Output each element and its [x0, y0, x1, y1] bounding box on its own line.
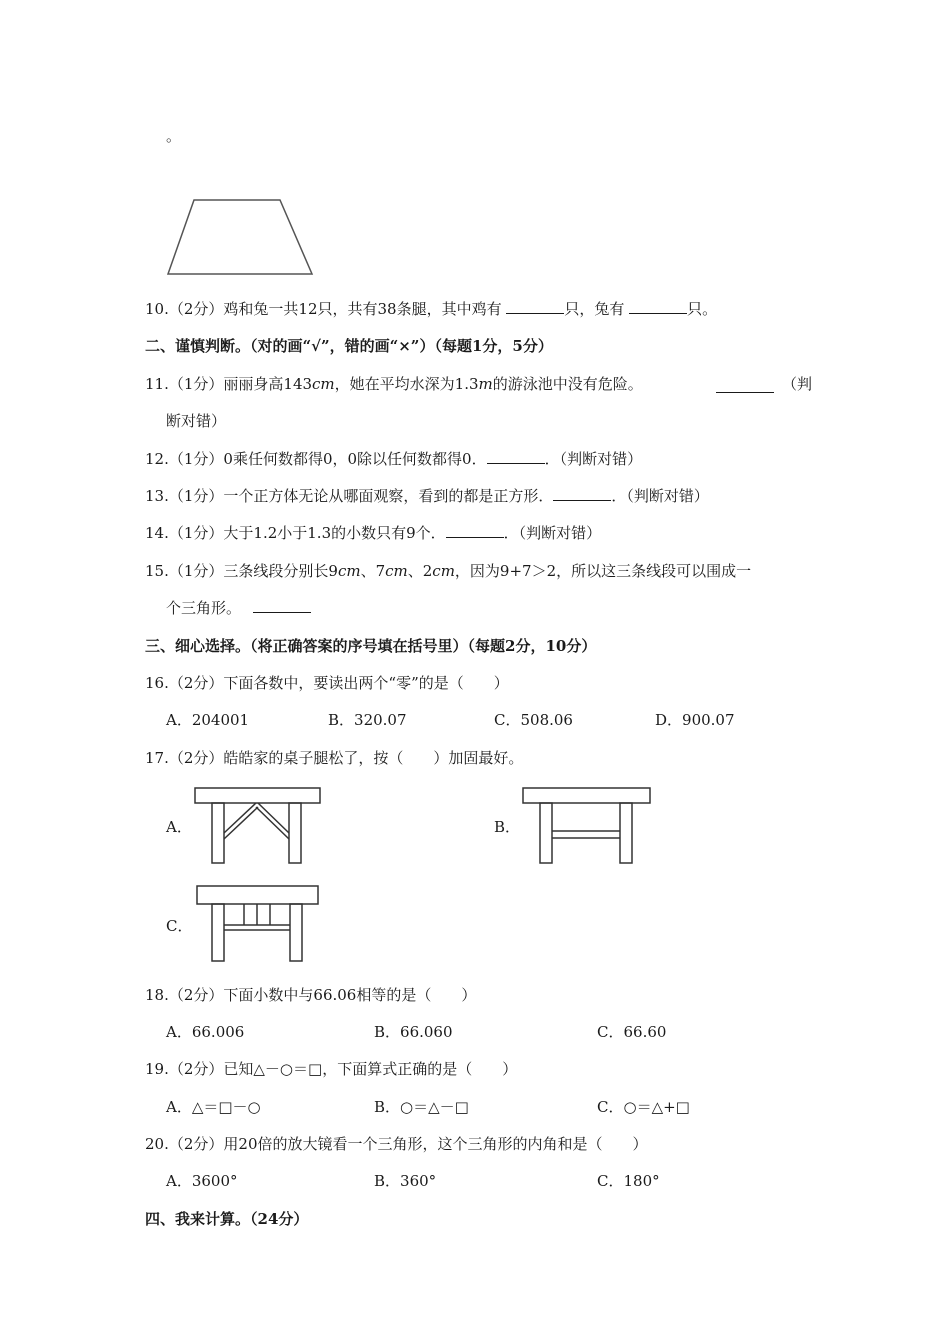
- q20-option-b[interactable]: B．360°: [374, 1172, 437, 1190]
- q15-line2-text: 个三角形。: [166, 599, 242, 617]
- q15-text-a: 15.（1分）三条线段分别长9: [145, 562, 338, 580]
- q15-sep-2: 、2: [407, 562, 433, 580]
- question-19: 19.（2分）已知△－○＝□，下面算式正确的是（ ）: [145, 1060, 518, 1078]
- q17-option-b[interactable]: B．: [494, 818, 521, 836]
- q19-option-c[interactable]: C．○＝△+□: [597, 1098, 690, 1116]
- question-11-line2: 断对错）: [166, 412, 227, 430]
- q11-unit-m: m: [478, 375, 493, 393]
- q18-option-c[interactable]: C．66.60: [597, 1023, 667, 1041]
- question-16: 16.（2分）下面各数中，要读出两个“零”的是（ ）: [145, 674, 509, 692]
- q20-option-a[interactable]: A．3600°: [166, 1172, 238, 1190]
- question-20: 20.（2分）用20倍的放大镜看一个三角形，这个三角形的内角和是（ ）: [145, 1135, 648, 1153]
- q14-text-b: ．（判断对错）: [503, 524, 602, 542]
- q15-text-b: ，因为9+7＞2，所以这三条线段可以围成一: [454, 562, 752, 580]
- q13-blank[interactable]: [553, 486, 611, 501]
- q19-option-b[interactable]: B．○＝△－□: [374, 1098, 469, 1116]
- q16-option-a[interactable]: A．204001: [166, 711, 250, 729]
- question-11-line1: [145, 374, 643, 394]
- q12-text-a: 12.（1分）0乘任何数都得0，0除以任何数都得0．: [145, 450, 487, 468]
- q15-unit-1: cm: [337, 562, 361, 580]
- q13-text-a: 13.（1分）一个正方体无论从哪面观察，看到的都是正方形．: [145, 487, 554, 505]
- q12-text-b: ．（判断对错）: [544, 450, 643, 468]
- question-17: 17.（2分）皓皓家的桌子腿松了，按（ ）加固最好。: [145, 749, 524, 767]
- q15-unit-2: cm: [385, 562, 408, 580]
- q14-blank[interactable]: [446, 523, 504, 538]
- table-horizontal-bar-image: [520, 785, 654, 867]
- question-10: [145, 299, 717, 319]
- q11-judge-a: （判: [782, 375, 813, 393]
- q15-unit-3: cm: [432, 562, 455, 580]
- q11-text-b: ，她在平均水深为1.3: [334, 375, 479, 393]
- q10-text-b: 只，兔有: [564, 300, 630, 318]
- question-14: [145, 523, 601, 543]
- table-top-bars-image: [194, 883, 322, 965]
- q11-text-c: 的游泳池中没有危险。: [492, 375, 643, 393]
- table-diagonal-brace-image: [192, 785, 324, 867]
- q17-option-c[interactable]: C．: [166, 917, 193, 935]
- question-18: 18.（2分）下面小数中与66.06相等的是（ ）: [145, 986, 477, 1004]
- question-15-line2: [166, 598, 311, 618]
- q11-unit-cm: cm: [312, 375, 335, 393]
- q11-text-a: 11.（1分）丽丽身高143: [145, 375, 313, 393]
- q13-text-b: ．（判断对错）: [611, 487, 709, 505]
- q12-blank[interactable]: [487, 449, 545, 464]
- q18-option-a[interactable]: A．66.006: [166, 1023, 245, 1041]
- section-2-title: 二、谨慎判断。（对的画“√”，错的画“×”）（每题1分，5分）: [145, 337, 553, 355]
- q14-text-a: 14.（1分）大于1.2小于1.3的小数只有9个．: [145, 524, 446, 542]
- q16-option-b[interactable]: B．320.07: [328, 711, 407, 729]
- section-3-title: 三、细心选择。（将正确答案的序号填在括号里）（每题2分，10分）: [145, 637, 597, 655]
- q10-blank-rabbit[interactable]: [629, 299, 687, 314]
- q10-text-a: 10.（2分）鸡和兔一共12只，共有38条腿，其中鸡有: [145, 300, 507, 318]
- q16-option-c[interactable]: C．508.06: [494, 711, 573, 729]
- section-4-title: 四、我来计算。（24分）: [145, 1210, 309, 1228]
- q10-text-c: 只。: [687, 300, 718, 318]
- q18-option-b[interactable]: B．66.060: [374, 1023, 453, 1041]
- q19-option-a[interactable]: A．△＝□－○: [166, 1098, 261, 1116]
- q15-blank[interactable]: [253, 598, 311, 613]
- trapezoid-figure: [160, 192, 320, 282]
- q17-option-a[interactable]: A．: [166, 818, 192, 836]
- q11-blank[interactable]: [716, 378, 774, 393]
- question-15-line1: [145, 561, 751, 581]
- question-13: [145, 486, 709, 506]
- q20-option-c[interactable]: C．180°: [597, 1172, 660, 1190]
- q15-sep-1: 、7: [360, 562, 386, 580]
- q16-option-d[interactable]: D．900.07: [655, 711, 735, 729]
- leftover-period: 。: [166, 127, 182, 145]
- q10-blank-chicken[interactable]: [506, 299, 564, 314]
- question-12: [145, 449, 642, 469]
